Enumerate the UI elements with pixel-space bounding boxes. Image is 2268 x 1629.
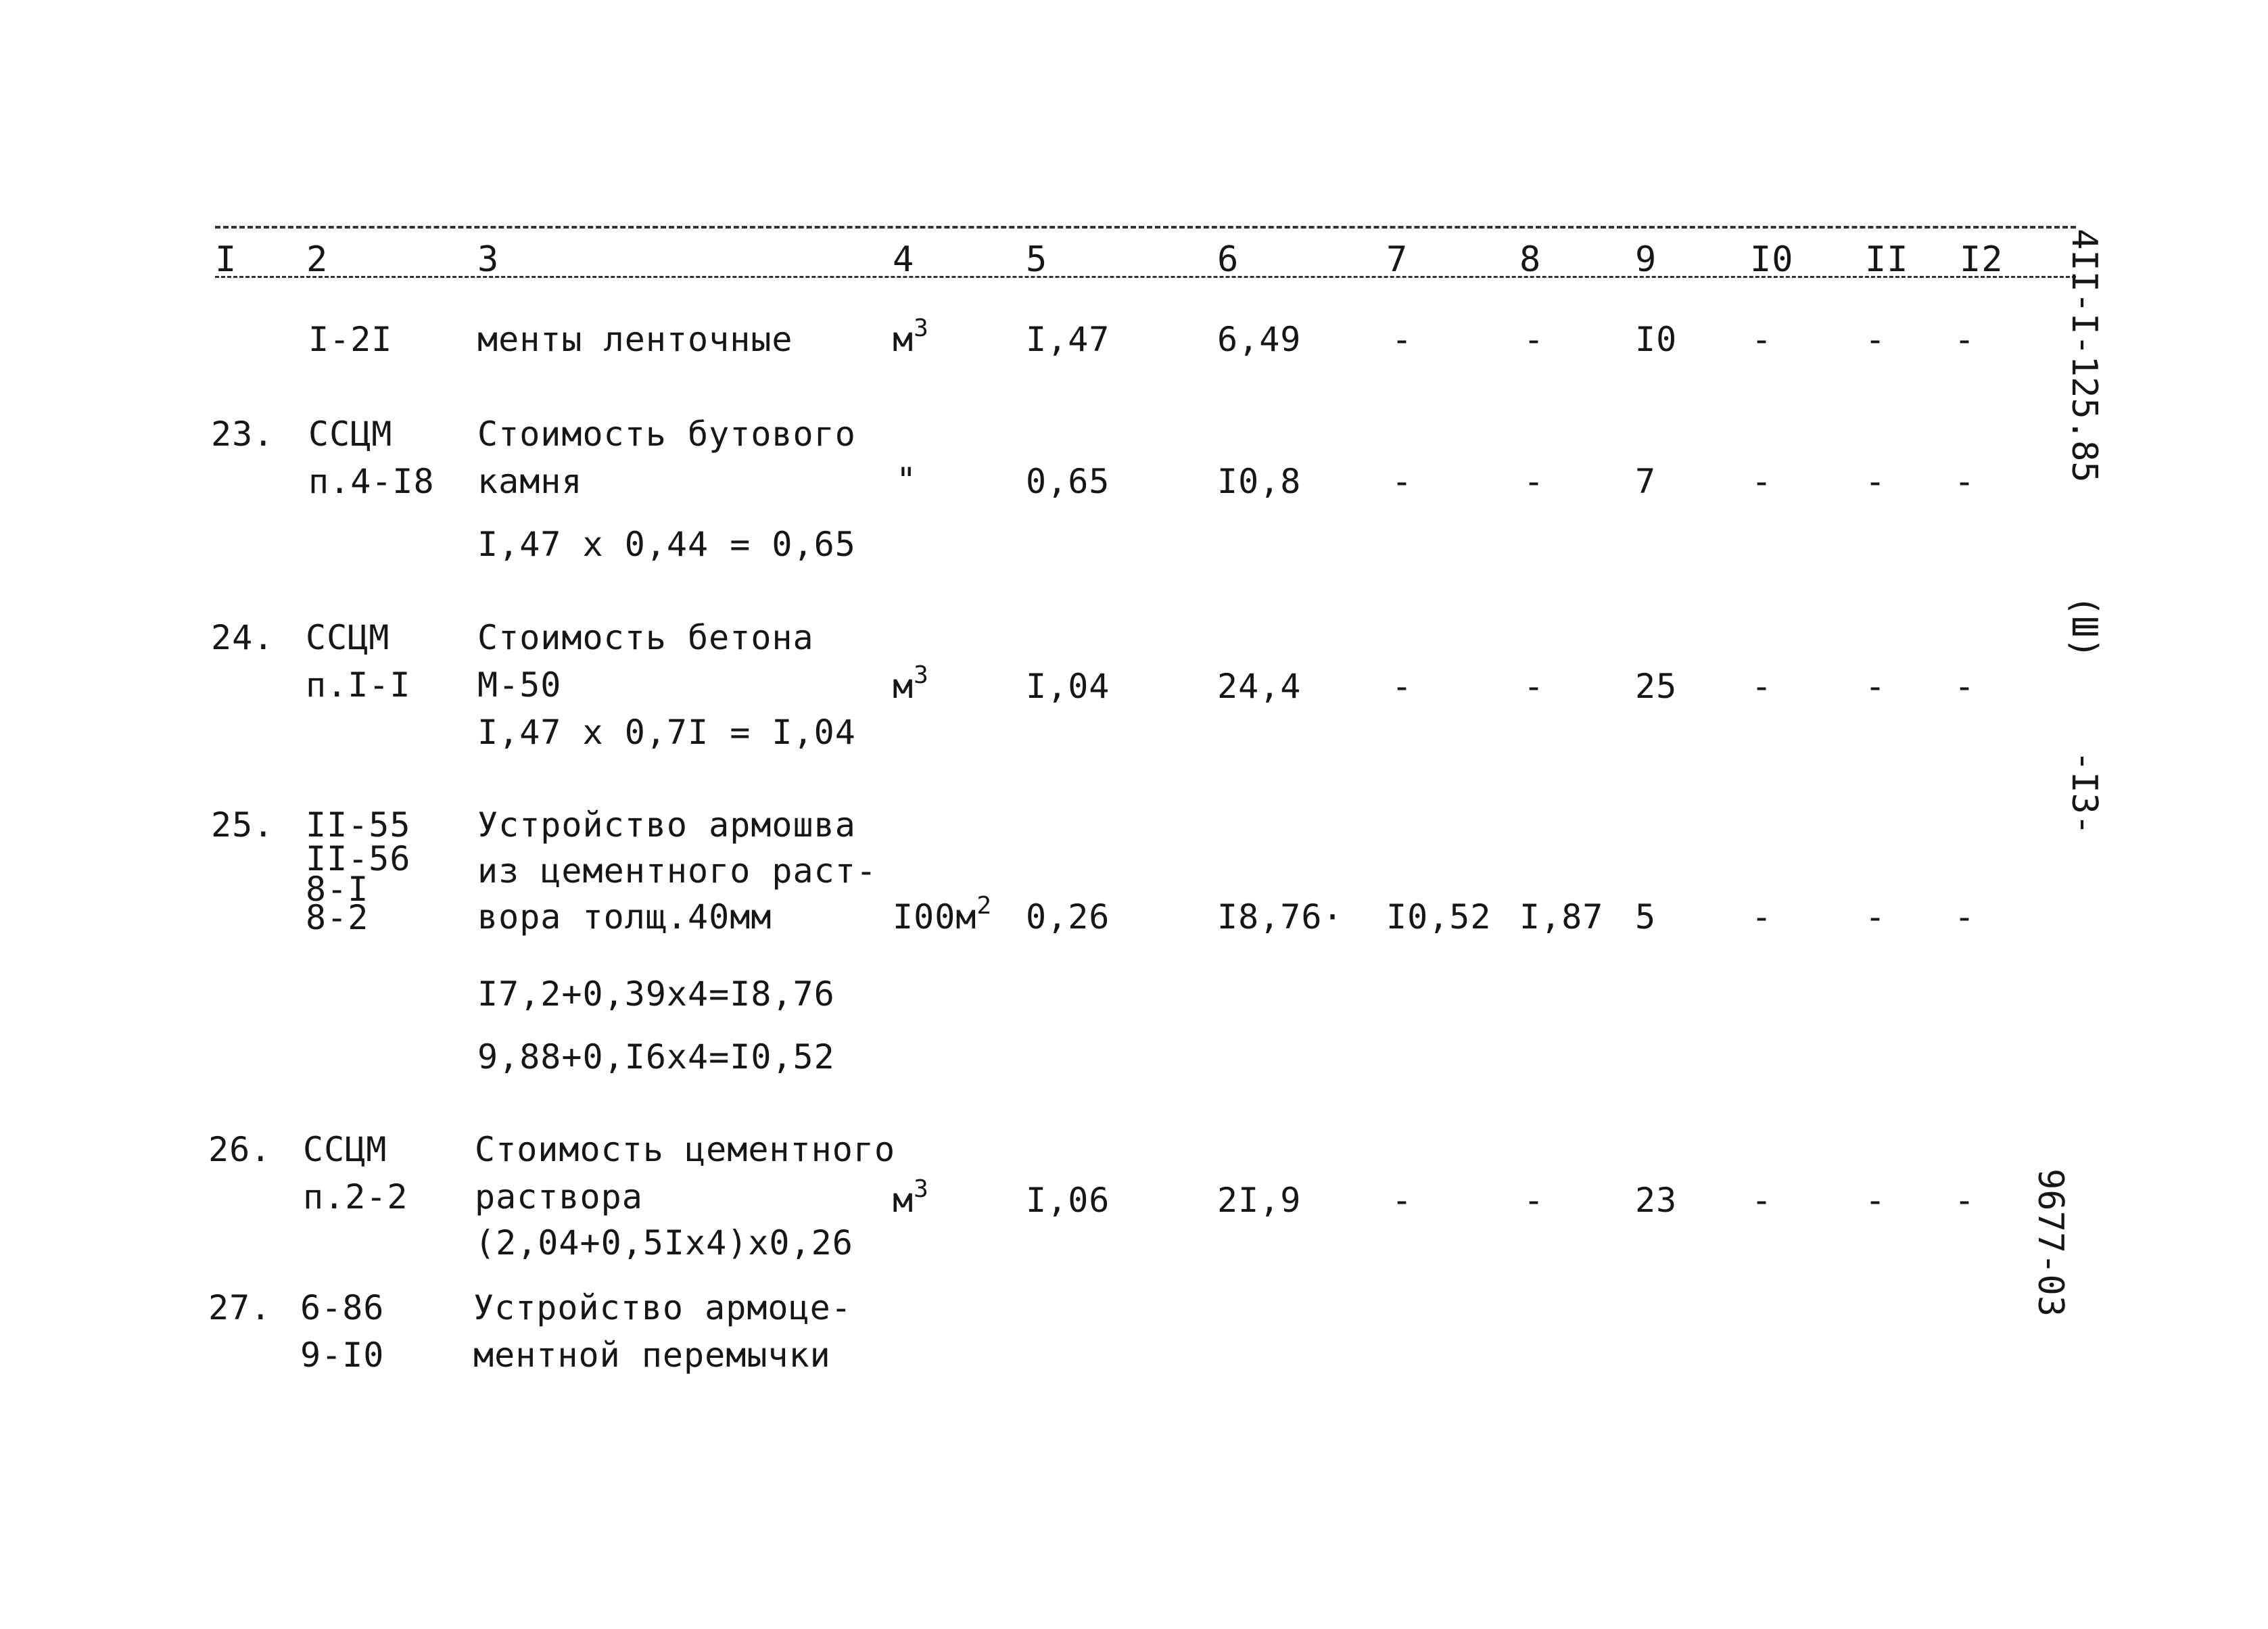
col-header-1: I bbox=[215, 239, 237, 280]
row-col9: I0 bbox=[1635, 320, 1678, 359]
row-col6: I8,76· bbox=[1217, 897, 1344, 937]
row-col8: I,87 bbox=[1519, 897, 1604, 937]
row-col5: 0,65 bbox=[1026, 462, 1110, 501]
row-col5: I,06 bbox=[1026, 1181, 1110, 1220]
row-ref-line: ССЦМ bbox=[308, 415, 393, 454]
row-number: 27. bbox=[208, 1288, 272, 1327]
row-col9: 7 bbox=[1635, 462, 1657, 501]
col-header-5: 5 bbox=[1026, 239, 1048, 280]
header-top-rule bbox=[215, 226, 2076, 229]
col-header-2: 2 bbox=[306, 239, 329, 280]
row-col11: - bbox=[1865, 1181, 1887, 1220]
row-ref-line: п.4-I8 bbox=[308, 462, 435, 501]
col-header-11: II bbox=[1865, 239, 1909, 280]
row-desc-line: М-50 bbox=[477, 665, 562, 705]
row-ref-line: ССЦМ bbox=[306, 618, 390, 657]
side-inventory-number: 9677-03 bbox=[2030, 1168, 2071, 1317]
row-col12: - bbox=[1954, 897, 1976, 937]
row-number: 25. bbox=[211, 805, 275, 845]
row-ref-line: п.2-2 bbox=[303, 1177, 408, 1217]
row-col7: - bbox=[1392, 1181, 1413, 1220]
side-page-number: -I3- bbox=[2064, 751, 2104, 836]
row-ref-line: 8-I bbox=[306, 870, 369, 909]
row-ref-line: II-56 bbox=[306, 839, 411, 878]
row-ref-line: 6-86 bbox=[300, 1288, 385, 1327]
row-col12: - bbox=[1954, 667, 1976, 706]
row-col12: - bbox=[1954, 320, 1976, 359]
row-desc-line: камня bbox=[477, 462, 583, 501]
row-number: 26. bbox=[208, 1130, 272, 1169]
side-doc-code: 4II-I-125.85 bbox=[2064, 229, 2104, 483]
row-col6: 2I,9 bbox=[1217, 1181, 1302, 1220]
col-header-12: I2 bbox=[1960, 239, 2004, 280]
row-desc-line: Стоимость цементного bbox=[475, 1130, 896, 1169]
row-col5: I,47 bbox=[1026, 320, 1110, 359]
row-col6: 6,49 bbox=[1217, 320, 1302, 359]
row-calc-line: 9,88+0,I6х4=I0,52 bbox=[477, 1037, 835, 1077]
row-col7: - bbox=[1392, 462, 1413, 501]
row-ref-line: 9-I0 bbox=[300, 1336, 385, 1375]
row-desc-line: Устройство армоце- bbox=[473, 1288, 852, 1327]
row-ref-line: 8-2 bbox=[306, 898, 369, 937]
row-col12: - bbox=[1954, 1181, 1976, 1220]
row-col10: - bbox=[1751, 667, 1773, 706]
row-number: 24. bbox=[211, 618, 275, 657]
row-col11: - bbox=[1865, 320, 1887, 359]
col-header-9: 9 bbox=[1635, 239, 1657, 280]
row-col8: - bbox=[1523, 667, 1545, 706]
row-col6: I0,8 bbox=[1217, 462, 1302, 501]
row-desc-line: ментной перемычки bbox=[473, 1336, 831, 1375]
row-calc-line: I,47 х 0,7I = I,04 bbox=[477, 713, 856, 752]
row-unit: $м^3$ bbox=[893, 661, 929, 706]
row-desc-line: вора толщ.40мм bbox=[477, 897, 772, 937]
row-col9: 23 bbox=[1635, 1181, 1678, 1220]
row-calc-line: (2,04+0,5Iх4)х0,26 bbox=[475, 1223, 853, 1262]
row-desc-line: из цементного раст- bbox=[477, 851, 877, 891]
row-unit: $I00м^2$ bbox=[893, 892, 993, 937]
row-col10: - bbox=[1751, 462, 1773, 501]
row-col11: - bbox=[1865, 667, 1887, 706]
row-col8: - bbox=[1523, 462, 1545, 501]
row-unit: $м^3$ bbox=[893, 314, 929, 359]
row-unit: $м^3$ bbox=[893, 1175, 929, 1220]
row-col9: 25 bbox=[1635, 667, 1678, 706]
row-col11: - bbox=[1865, 462, 1887, 501]
row-desc-line: раствора bbox=[475, 1177, 643, 1217]
col-header-10: I0 bbox=[1750, 239, 1794, 280]
row-col7: - bbox=[1392, 320, 1413, 359]
col-header-3: 3 bbox=[477, 239, 500, 280]
row-desc-line: Устройство армошва bbox=[477, 805, 856, 845]
row-ref-line: II-55 bbox=[306, 805, 411, 845]
row-col8: - bbox=[1523, 320, 1545, 359]
row-col11: - bbox=[1865, 897, 1887, 937]
row-col12: - bbox=[1954, 462, 1976, 501]
row-desc-line: менты ленточные bbox=[477, 320, 793, 359]
col-header-8: 8 bbox=[1519, 239, 1542, 280]
row-col7: - bbox=[1392, 667, 1413, 706]
col-header-7: 7 bbox=[1386, 239, 1409, 280]
row-number: 23. bbox=[211, 415, 275, 454]
row-col8: - bbox=[1523, 1181, 1545, 1220]
row-col5: 0,26 bbox=[1026, 897, 1110, 937]
col-header-6: 6 bbox=[1217, 239, 1239, 280]
row-ref-line: п.I-I bbox=[306, 665, 411, 705]
row-desc-line: Стоимость бетона bbox=[477, 618, 814, 657]
row-col9: 5 bbox=[1635, 897, 1657, 937]
row-ref-line: I-2I bbox=[308, 320, 393, 359]
row-col10: - bbox=[1751, 320, 1773, 359]
row-col7: I0,52 bbox=[1386, 897, 1492, 937]
row-col10: - bbox=[1751, 897, 1773, 937]
row-ref-line: ССЦМ bbox=[303, 1130, 387, 1169]
row-calc-line: I,47 х 0,44 = 0,65 bbox=[477, 525, 856, 564]
side-album-number: (Ш) bbox=[2064, 595, 2104, 659]
row-col6: 24,4 bbox=[1217, 667, 1302, 706]
row-calc-line: I7,2+0,39х4=I8,76 bbox=[477, 974, 835, 1014]
row-col10: - bbox=[1751, 1181, 1773, 1220]
row-desc-line: Стоимость бутового bbox=[477, 415, 856, 454]
row-unit: " bbox=[896, 461, 918, 500]
col-header-4: 4 bbox=[893, 239, 915, 280]
header-bottom-rule bbox=[215, 276, 2076, 278]
row-col5: I,04 bbox=[1026, 667, 1110, 706]
